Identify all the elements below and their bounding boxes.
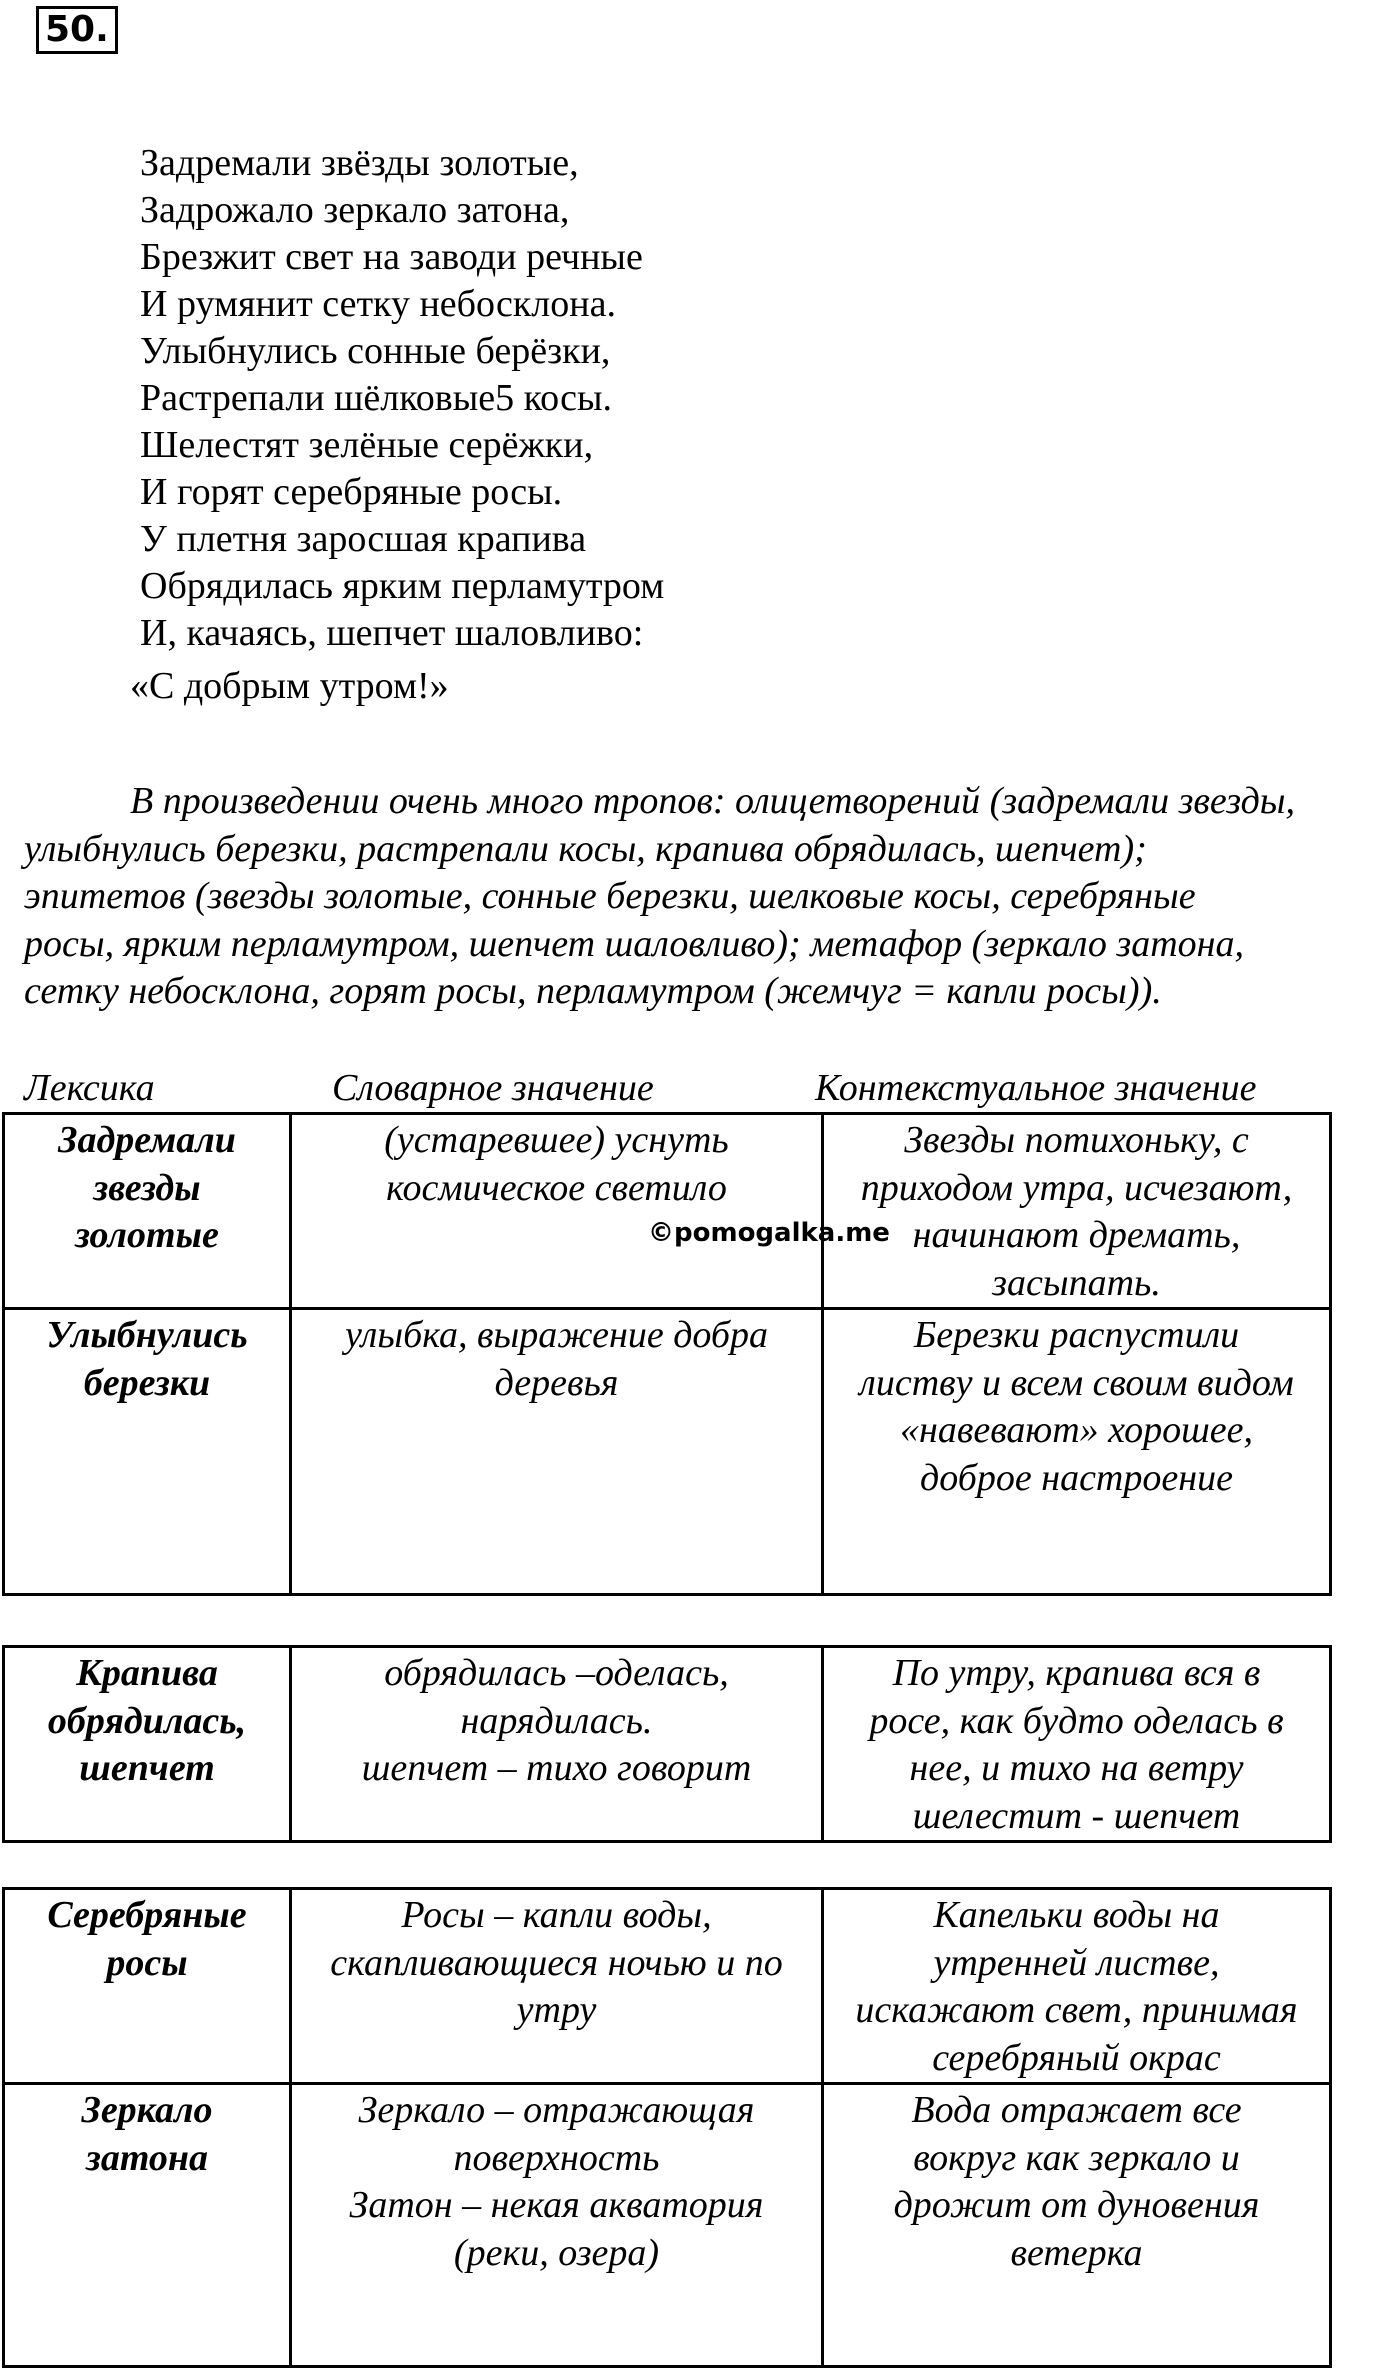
context-cell xyxy=(823,1114,1331,1309)
analysis-line: улыбнулись березки, растрепали косы, крапива обрядилась, шепчет); xyxy=(24,827,1147,870)
term-line: обрядилась, xyxy=(47,1699,247,1742)
poem-line: Обрядилась ярким перламутром xyxy=(140,565,665,607)
dictionary-line: обрядилась –оделась, xyxy=(384,1652,729,1694)
context-line: серебряный окрас xyxy=(932,2036,1221,2079)
term-line: шепчет xyxy=(79,1747,215,1789)
context-line: нее, и тихо на ветру xyxy=(909,1747,1244,1789)
context-line: По утру, крапива вся в xyxy=(892,1652,1261,1694)
poem-last-line: «С добрым утром!» xyxy=(130,665,449,707)
analysis-line: сетку небосклона, горят росы, перламутром (жемчуг = капли росы)). xyxy=(24,970,1162,1012)
analysis-line: В произведении очень много тропов: олицетворений (задремали звезды, xyxy=(130,780,1296,822)
table-column-headers xyxy=(0,1066,1400,1114)
poem-line: У плетня заросшая крапива xyxy=(140,518,587,560)
lexis-table-1 xyxy=(2,1112,1332,1596)
dictionary-cell xyxy=(291,1647,823,1842)
dictionary-line: деревья xyxy=(494,1361,619,1404)
analysis-line: росы, ярким перламутром, шепчет шаловливо); метафор (зеркало затона, xyxy=(24,922,1245,965)
term-line: Улыбнулись xyxy=(46,1314,248,1356)
poem xyxy=(130,140,665,710)
dictionary-cell xyxy=(291,2084,823,2367)
context-line: Звезды потихоньку, с xyxy=(904,1119,1249,1161)
term-line: Серебряные xyxy=(47,1894,247,1936)
dictionary-line: (устаревшее) уснуть xyxy=(384,1119,729,1161)
dictionary-cell xyxy=(291,1114,823,1309)
poem-line: Шелестят зелёные серёжки, xyxy=(140,424,594,466)
context-line: вокруг как зеркало и xyxy=(913,2136,1240,2179)
term-cell xyxy=(4,1114,291,1309)
poem-line: И, качаясь, шепчет шаловливо: xyxy=(140,612,644,654)
table-row xyxy=(4,1114,1331,1309)
table-row xyxy=(4,1309,1331,1595)
context-line: засыпать. xyxy=(992,1261,1161,1304)
dictionary-cell xyxy=(291,1889,823,2084)
dictionary-cell xyxy=(291,1309,823,1595)
table-row xyxy=(4,1647,1331,1842)
lexis-table-2 xyxy=(2,1645,1332,1843)
context-line: Капельки воды на xyxy=(933,1894,1220,1936)
watermark: ©pomogalka.me xyxy=(648,1218,890,1248)
analysis-line: эпитетов (звезды золотые, сонные березки, шелковые косы, серебряные xyxy=(24,875,1196,917)
poem-line: И горят серебряные росы. xyxy=(140,471,563,513)
analysis-paragraph xyxy=(24,778,1400,1016)
poem-line: Задремали звёзды золотые, xyxy=(140,142,579,184)
dictionary-line: скапливающиеся ночью и по xyxy=(330,1941,783,1984)
term-line: росы xyxy=(106,1941,188,1984)
term-line: Задремали xyxy=(58,1119,236,1161)
context-line: листву и всем своим видом xyxy=(859,1361,1294,1404)
context-line: утренней листве, xyxy=(933,1941,1220,1984)
header-context-meaning: Контекстуальное значение xyxy=(815,1067,1257,1109)
term-line: звезды xyxy=(93,1166,201,1209)
task-number: 50. xyxy=(36,6,118,54)
lexis-table-3 xyxy=(2,1887,1332,2368)
context-line: Вода отражает все xyxy=(911,2089,1242,2131)
dictionary-line: Росы – капли воды, xyxy=(401,1894,712,1936)
poem-line: Растрепали шёлковые5 косы. xyxy=(140,377,612,419)
term-cell xyxy=(4,1647,291,1842)
context-line: искажают свет, принимая xyxy=(855,1989,1298,2031)
dictionary-line: Зеркало – отражающая xyxy=(358,2089,755,2131)
context-line: росе, как будто оделась в xyxy=(869,1699,1284,1742)
context-line: Березки распустили xyxy=(913,1314,1240,1356)
context-cell xyxy=(823,1647,1331,1842)
context-line: шелестит - шепчет xyxy=(912,1794,1241,1837)
term-line: Крапива xyxy=(76,1652,218,1694)
poem-line: Задрожало зеркало затона, xyxy=(140,189,570,231)
dictionary-line: утру xyxy=(516,1989,597,2031)
term-line: березки xyxy=(83,1361,211,1404)
dictionary-line: (реки, озера) xyxy=(453,2231,660,2274)
header-dictionary-meaning: Словарное значение xyxy=(332,1067,654,1109)
context-line: ветерка xyxy=(1010,2231,1143,2274)
term-cell xyxy=(4,2084,291,2367)
context-line: доброе настроение xyxy=(920,1456,1233,1499)
term-cell xyxy=(4,1309,291,1595)
poem-line: Улыбнулись сонные берёзки, xyxy=(140,330,611,372)
context-line: дрожит от дуновения xyxy=(893,2184,1260,2226)
context-line: приходом утра, исчезают, xyxy=(860,1166,1293,1209)
table-row xyxy=(4,2084,1331,2367)
dictionary-line: космическое светило xyxy=(386,1166,727,1209)
term-cell xyxy=(4,1889,291,2084)
term-line: золотые xyxy=(75,1214,219,1256)
context-line: начинают дремать, xyxy=(912,1214,1241,1256)
dictionary-line: шепчет – тихо говорит xyxy=(361,1747,752,1789)
poem-line: И румянит сетку небосклона. xyxy=(140,283,616,325)
dictionary-line: Затон – некая акватория xyxy=(349,2184,764,2226)
table-row xyxy=(4,1889,1331,2084)
dictionary-line: поверхность xyxy=(453,2136,660,2179)
term-line: затона xyxy=(86,2136,208,2179)
term-line: Зеркало xyxy=(81,2089,213,2131)
poem-line: Брезжит свет на заводи речные xyxy=(140,236,643,278)
context-cell xyxy=(823,1889,1331,2084)
context-line: «навевают» хорошее, xyxy=(899,1409,1254,1451)
header-lexis: Лексика xyxy=(24,1067,155,1109)
context-cell xyxy=(823,2084,1331,2367)
dictionary-line: улыбка, выражение добра xyxy=(344,1314,769,1356)
dictionary-line: нарядилась. xyxy=(460,1699,653,1742)
context-cell xyxy=(823,1309,1331,1595)
